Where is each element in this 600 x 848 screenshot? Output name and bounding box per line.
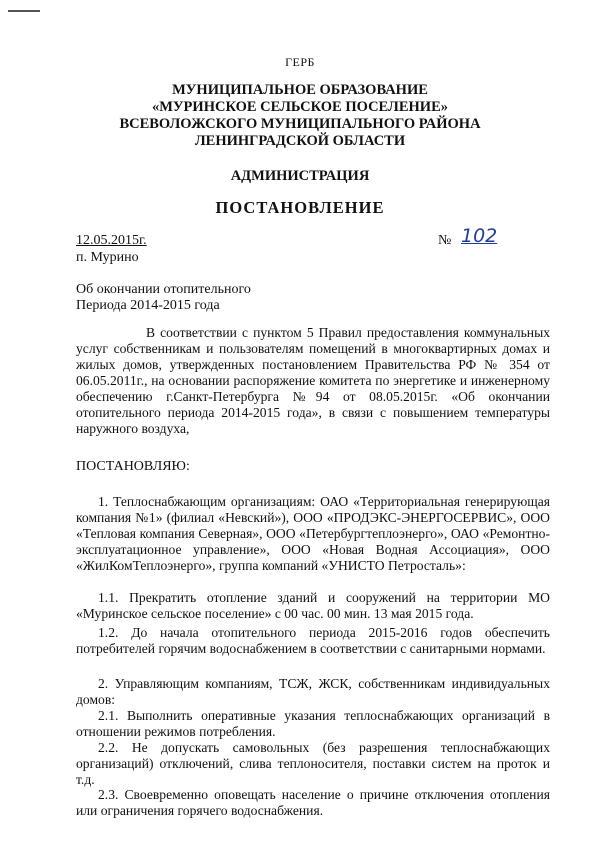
org-line-2: «МУРИНСКОЕ СЕЛЬСКОЕ ПОСЕЛЕНИЕ» [151, 99, 448, 115]
organization-name [0, 82, 600, 150]
document-subject [76, 282, 251, 314]
scan-margin-mark [8, 10, 40, 12]
org-line-3: ВСЕВОЛОЖСКОГО МУНИЦИПАЛЬНОГО РАЙОНА [119, 116, 481, 132]
org-line-4: ЛЕНИНГРАДСКОЙ ОБЛАСТИ [194, 133, 406, 149]
document-date: 12.05.2015г. [76, 233, 147, 248]
administration-title: АДМИНИСТРАЦИЯ [230, 168, 370, 184]
preamble-paragraph: В соответствии с пунктом 5 Правил предоставления коммунальных услуг собственникам и пользователям помещений в многоквартирных домах и жилых домов, утвержденных постановлением Правительства РФ № 354 от 06.05.2011г., на основании распоряжение комитета по энергетике и инженерному обеспечению г.Санкт-Петербурга №94 от 08.05.2015г. «Об окончании отопительного периода 2014-2015 года», в связи с повышением температуры наружного воздуха, [76, 325, 550, 436]
document-number-label: № [438, 233, 452, 248]
item-2-3: 2.3. Своевременно оповещать население о причине отключения отопления или ограничения горячего водоснабжения. [76, 787, 550, 818]
emblem-placeholder: ГЕРБ [285, 55, 315, 69]
subject-line-2: Периода 2014-2015 года [76, 298, 220, 313]
item-1: 1. Теплоснабжающим организациям: ОАО «Территориальная генерирующая компания №1» (филиал «Невский»), ООО «ПРОДЭКС-ЭНЕРГОСЕРВИС», ООО «Тепловая компания Северная», ООО «Петербургтеплоэнерго», ОАО «Ремонтно-эксплуатационное управление», ООО «Новая Водная Ассоциация», ООО «ЖилКомТеплоэнерго», группа компаний «УНИСТО Петросталь»: [76, 494, 550, 573]
item-2-2: 2.2. Не допускать самовольных (без разрешения теплоснабжающих организаций) отключений, слива теплоносителя, поставки систем на проток и т.д. [76, 740, 550, 787]
item-1-1: 1.1. Прекратить отопление зданий и сооружений на территории МО «Муринское сельское поселение» с 00 час. 00 мин. 13 мая 2015 года. [76, 590, 550, 621]
item-2: 2. Управляющим компаниям, ТСЖ, ЖСК, собственникам индивидуальных домов: [76, 676, 550, 707]
document-number-handwritten: 102 [461, 225, 498, 247]
org-line-1: МУНИЦИПАЛЬНОЕ ОБРАЗОВАНИЕ [172, 82, 428, 98]
document-type-title: ПОСТАНОВЛЕНИЕ [215, 198, 385, 217]
subject-line-1: Об окончании отопительного [76, 282, 251, 297]
resolve-heading: ПОСТАНОВЛЯЮ: [76, 459, 190, 474]
item-1-2: 1.2. До начала отопительного периода 2015-2016 годов обеспечить потребителей горячим водоснабжением в соответствии с санитарными нормами. [76, 625, 550, 656]
item-2-1: 2.1. Выполнить оперативные указания теплоснабжающих организаций в отношении режимов потребления. [76, 708, 550, 739]
document-place: п. Мурино [76, 250, 139, 265]
